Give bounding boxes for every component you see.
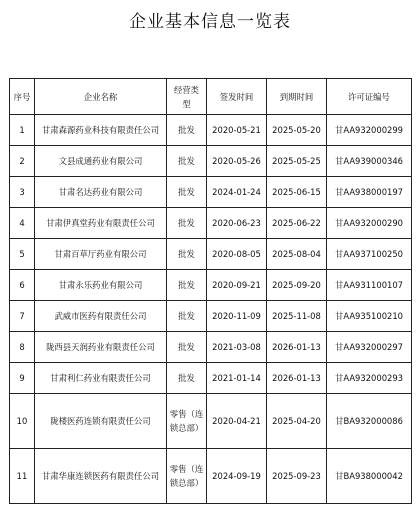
cell-index: 11 [10, 449, 35, 504]
cell-business-type: 批发 [167, 270, 207, 301]
cell-expiry-date: 2025-05-25 [267, 146, 327, 177]
cell-index: 8 [10, 332, 35, 363]
cell-company-name: 文县成通药业有限公司 [35, 146, 167, 177]
enterprise-info-table [9, 78, 412, 504]
table-row [10, 332, 412, 363]
cell-expiry-date: 2025-06-15 [267, 177, 327, 208]
cell-license-number: 甘BA932000086 [327, 394, 412, 449]
cell-license-number: 甘AA939000346 [327, 146, 412, 177]
cell-issue-date: 2024-09-19 [207, 449, 267, 504]
cell-business-type: 批发 [167, 363, 207, 394]
table-row [10, 363, 412, 394]
cell-expiry-date: 2025-09-20 [267, 270, 327, 301]
header-license-number: 许可证编号 [327, 79, 412, 115]
cell-license-number: 甘AA935100210 [327, 301, 412, 332]
cell-license-number: 甘AA937100250 [327, 239, 412, 270]
cell-index: 9 [10, 363, 35, 394]
header-issue-date: 签发时间 [207, 79, 267, 115]
cell-company-name: 甘肃华康连锁医药有限责任公司 [35, 449, 167, 504]
cell-expiry-date: 2025-06-22 [267, 208, 327, 239]
cell-business-type: 零售（连锁总部） [167, 394, 207, 449]
cell-issue-date: 2021-03-08 [207, 332, 267, 363]
cell-issue-date: 2020-06-23 [207, 208, 267, 239]
table-row [10, 239, 412, 270]
cell-issue-date: 2020-05-26 [207, 146, 267, 177]
page-title: 企业基本信息一览表 [129, 12, 291, 32]
table-row [10, 270, 412, 301]
cell-company-name: 甘肃利仁药业有限责任公司 [35, 363, 167, 394]
cell-issue-date: 2024-01-24 [207, 177, 267, 208]
cell-index: 3 [10, 177, 35, 208]
cell-index: 7 [10, 301, 35, 332]
cell-license-number: 甘BA938000042 [327, 449, 412, 504]
cell-expiry-date: 2026-01-13 [267, 332, 327, 363]
cell-index: 4 [10, 208, 35, 239]
cell-business-type: 批发 [167, 301, 207, 332]
table-row [10, 301, 412, 332]
cell-business-type: 批发 [167, 239, 207, 270]
cell-company-name: 甘肃百草厅药业有限公司 [35, 239, 167, 270]
cell-expiry-date: 2025-04-20 [267, 394, 327, 449]
header-company-name: 企业名称 [35, 79, 167, 115]
header-expiry-date: 到期时间 [267, 79, 327, 115]
cell-company-name: 甘肃永乐药业有限公司 [35, 270, 167, 301]
cell-expiry-date: 2026-01-13 [267, 363, 327, 394]
cell-issue-date: 2020-05-21 [207, 115, 267, 146]
cell-expiry-date: 2025-09-23 [267, 449, 327, 504]
cell-company-name: 陇西县天润药业有限责任公司 [35, 332, 167, 363]
cell-license-number: 甘AA932000299 [327, 115, 412, 146]
cell-company-name: 甘肃森源药业科技有限责任公司 [35, 115, 167, 146]
cell-index: 5 [10, 239, 35, 270]
table-row [10, 146, 412, 177]
cell-business-type: 零售（连锁总部） [167, 449, 207, 504]
cell-issue-date: 2020-11-09 [207, 301, 267, 332]
table-row [10, 449, 412, 504]
cell-issue-date: 2020-09-21 [207, 270, 267, 301]
cell-issue-date: 2020-08-05 [207, 239, 267, 270]
cell-business-type: 批发 [167, 177, 207, 208]
cell-expiry-date: 2025-08-04 [267, 239, 327, 270]
cell-business-type: 批发 [167, 115, 207, 146]
cell-company-name: 陇楼医药连锁有限责任公司 [35, 394, 167, 449]
cell-issue-date: 2020-04-21 [207, 394, 267, 449]
header-index: 序号 [10, 79, 35, 115]
cell-license-number: 甘AA931100107 [327, 270, 412, 301]
cell-index: 2 [10, 146, 35, 177]
cell-index: 10 [10, 394, 35, 449]
table-row [10, 208, 412, 239]
cell-company-name: 甘肃伊真堂药业有限责任公司 [35, 208, 167, 239]
cell-expiry-date: 2025-05-20 [267, 115, 327, 146]
cell-expiry-date: 2025-11-08 [267, 301, 327, 332]
cell-index: 6 [10, 270, 35, 301]
cell-license-number: 甘AA932000290 [327, 208, 412, 239]
cell-company-name: 甘肃名达药业有限公司 [35, 177, 167, 208]
table-row [10, 177, 412, 208]
cell-company-name: 武威市医药有限责任公司 [35, 301, 167, 332]
table-row [10, 394, 412, 449]
cell-index: 1 [10, 115, 35, 146]
cell-issue-date: 2021-01-14 [207, 363, 267, 394]
cell-business-type: 批发 [167, 146, 207, 177]
cell-business-type: 批发 [167, 332, 207, 363]
cell-license-number: 甘AA932000297 [327, 332, 412, 363]
header-business-type: 经营类型 [167, 79, 207, 115]
table-header-row [10, 79, 412, 115]
cell-license-number: 甘AA932000293 [327, 363, 412, 394]
cell-business-type: 批发 [167, 208, 207, 239]
table-row [10, 115, 412, 146]
cell-license-number: 甘AA938000197 [327, 177, 412, 208]
